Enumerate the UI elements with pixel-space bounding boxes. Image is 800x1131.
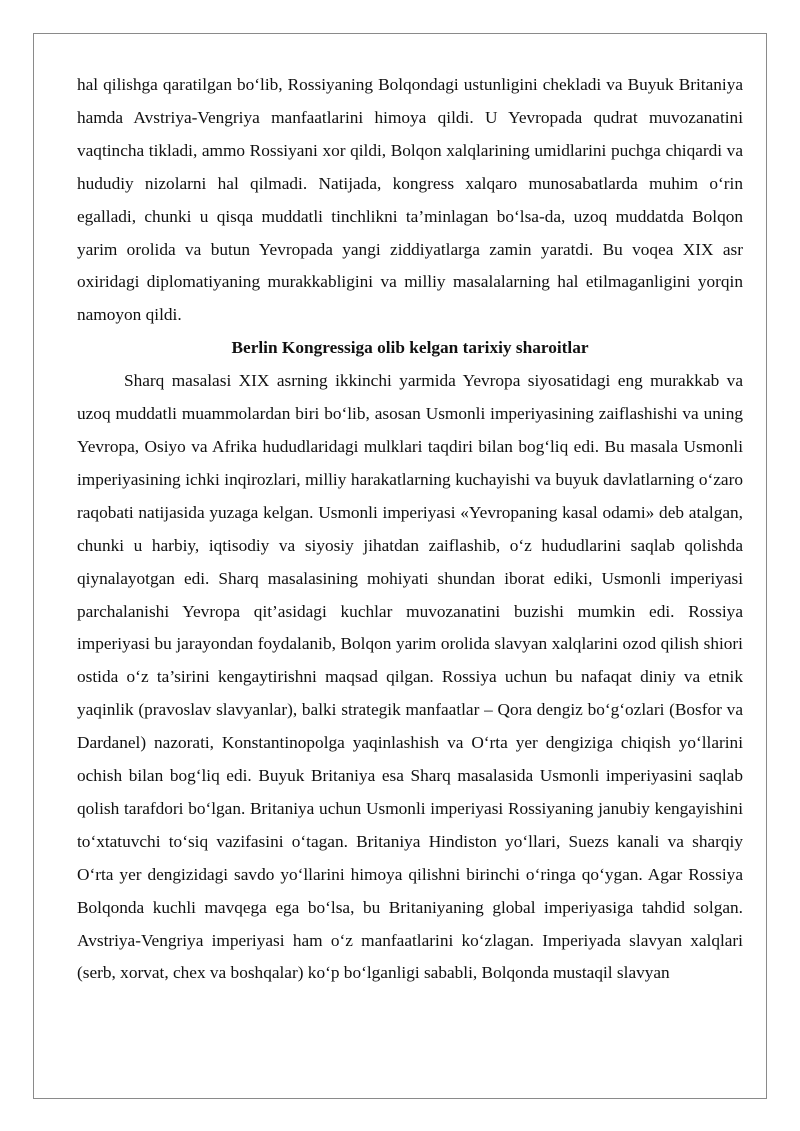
section-heading: Berlin Kongressiga olib kelgan tarixiy sharoitlar [231,338,589,358]
document-body [77,69,743,990]
paragraph-body: Sharq masalasi XIX asrning ikkinchi yarmida Yevropa siyosatidagi eng murakkab va uzoq muddatli muammolardan biri bo‘lib, asosan Usmonli imperiyasining zaiflashishi va uning Yevropa, Osiyo va Afrika hududlaridagi mulklari taqdiri bilan bog‘liq edi. Bu masala Usmonli imperiyasining ichki inqirozlari, milliy harakatlarning kuchayishi va buyuk davlatlarning o‘zaro raqobati natijasida yuzaga kelgan. Usmonli imperiyasi «Yevropaning kasal odami» deb atalgan, chunki u harbiy, iqtisodiy va siyosiy jihatdan zaiflashib, o‘z hududlarini saqlab qolishda qiynalayotgan edi. Sharq masalasining mohiyati shundan iborat ediki, Usmonli imperiyasi parchalanishi Yevropa qit’asidagi kuchlar muvozanatini buzishi mumkin edi. Rossiya imperiyasi bu jarayondan foydalanib, Bolqon yarim orolida slavyan xalqlarini ozod qilish shiori ostida o‘z ta’sirini kengaytirishni maqsad qilgan. Rossiya uchun bu nafaqat diniy va etnik yaqinlik (pravoslav slavyanlar), balki strategik manfaatlar – Qora dengiz bo‘g‘ozlari (Bosfor va Dardanel) nazorati, Konstantinopolga yaqinlashish va O‘rta yer dengiziga chiqish yo‘llarini ochish bilan bog‘liq edi. Buyuk Britaniya esa Sharq masalasida Usmonli imperiyasini saqlab qolish tarafdori bo‘lgan. Britaniya uchun Usmonli imperiyasi Rossiyaning janubiy kengayishini to‘xtatuvchi to‘siq vazifasini o‘tagan. Britaniya Hindiston yo‘llari, Suezs kanali va sharqiy O‘rta yer dengizidagi savdo yo‘llarini himoya qilishni birinchi o‘ringa qo‘ygan. Agar Rossiya Bolqonda kuchli mavqega ega bo‘lsa, bu Britaniyaning global imperiyasiga tahdid solgan. Avstriya-Vengriya imperiyasi ham o‘z manfaatlarini ko‘zlagan. Imperiyada slavyan xalqlari (serb, xorvat, chex va boshqalar) ko‘p bo‘lganligi sababli, Bolqonda mustaqil slavyan [77,371,743,983]
paragraph-continuation: hal qilishga qaratilgan bo‘lib, Rossiyaning Bolqondagi ustunligini chekladi va Buyuk Britaniya hamda Avstriya-Vengriya manfaatlarini himoya qildi. U Yevropada qudrat muvozanatini vaqtincha tikladi, ammo Rossiyani xor qildi, Bolqon xalqlarining umidlarini puchga chiqardi va hududiy nizolarni hal qilmadi. Natijada, kongress xalqaro munosabatlarda muhim o‘rin egalladi, chunki u qisqa muddatli tinchlikni ta’minlagan bo‘lsa-da, uzoq muddatda Bolqon yarim orolida va butun Yevropada yangi ziddiyatlarga zamin yaratdi. Bu voqea XIX asr oxiridagi diplomatiyaning murakkabligini va milliy masalalarning hal etilmaganligini yorqin namoyon qildi. [77,75,743,325]
